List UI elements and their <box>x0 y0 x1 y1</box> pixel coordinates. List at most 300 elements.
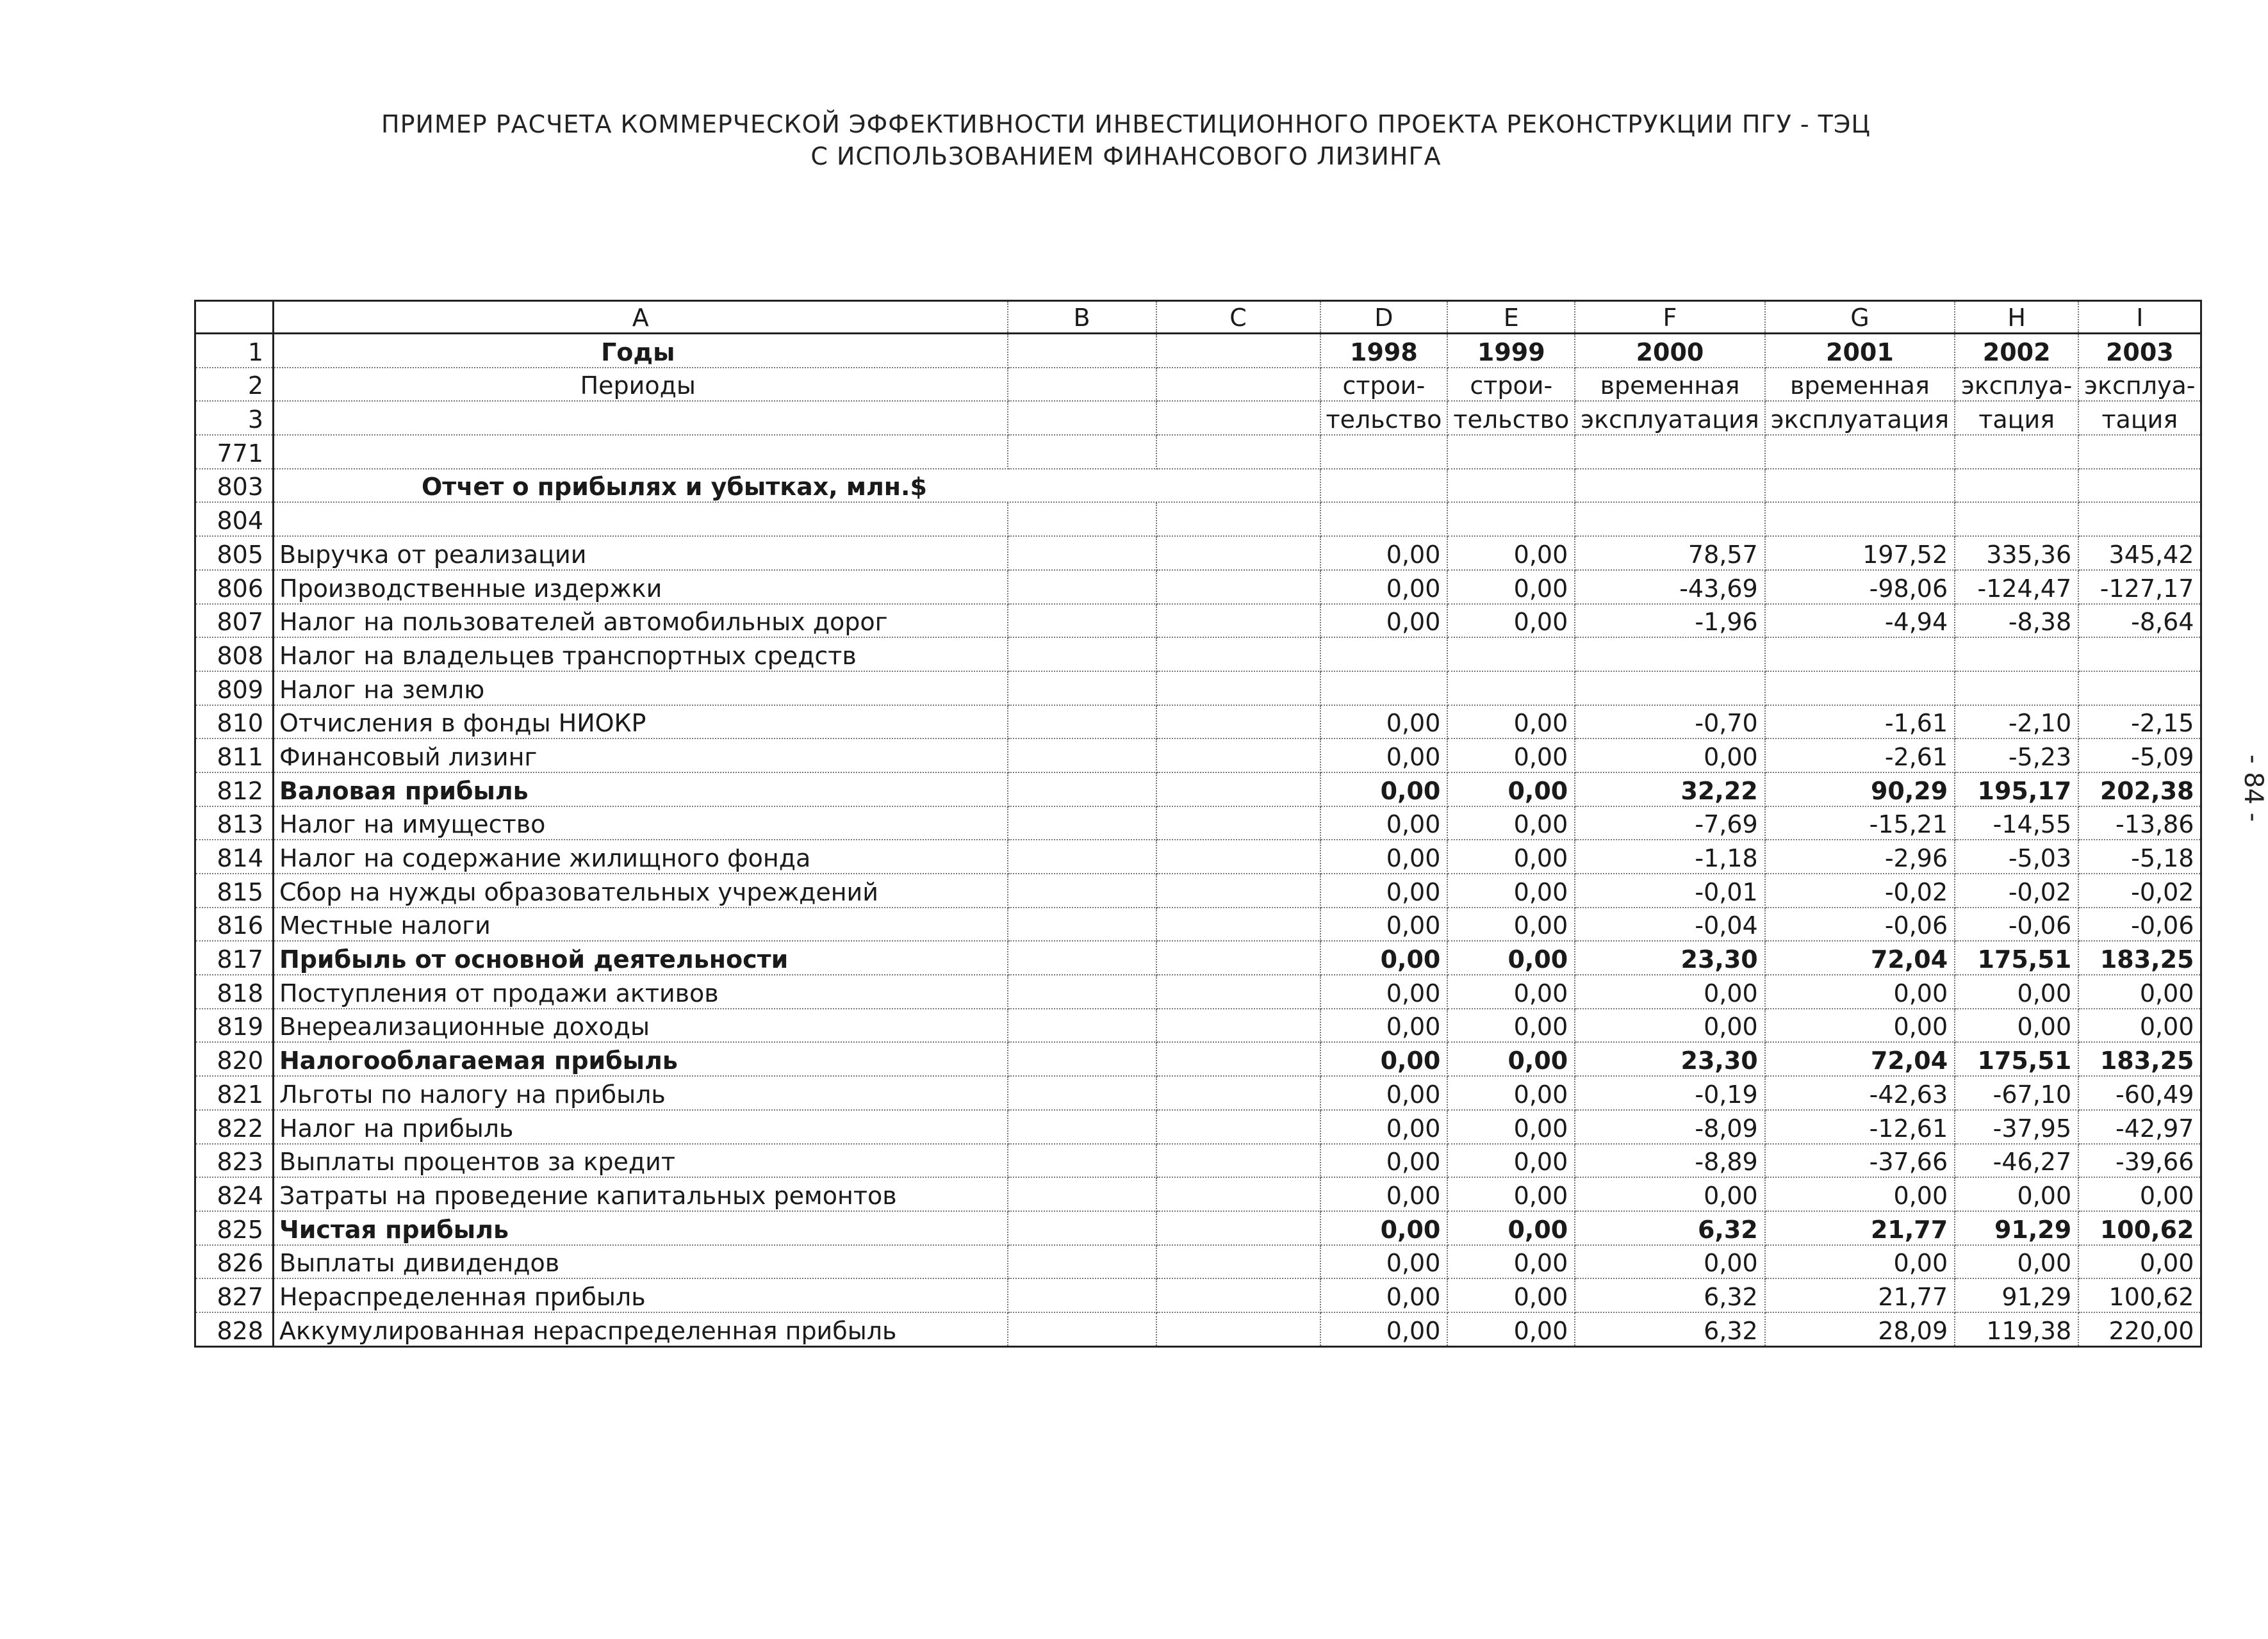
value-cell[interactable]: 91,29 <box>1955 1278 2078 1312</box>
header-cell[interactable]: 1999 <box>1447 334 1575 368</box>
row-label[interactable]: Налог на прибыль <box>274 1110 1008 1144</box>
cell-c[interactable] <box>1156 368 1320 402</box>
value-cell[interactable]: 0,00 <box>1447 1278 1575 1312</box>
row-number[interactable]: 2 <box>195 368 274 402</box>
value-cell[interactable]: 183,25 <box>2078 941 2201 975</box>
row-label[interactable]: Льготы по налогу на прибыль <box>274 1076 1008 1110</box>
value-cell[interactable] <box>2078 435 2201 469</box>
value-cell[interactable]: -1,18 <box>1575 840 1764 874</box>
row-label[interactable]: Затраты на проведение капитальных ремонтов <box>274 1177 1008 1211</box>
column-header-g[interactable]: G <box>1765 301 1955 334</box>
cell-c[interactable] <box>1156 570 1320 604</box>
value-cell[interactable] <box>1575 637 1764 671</box>
value-cell[interactable]: 0,00 <box>1447 1076 1575 1110</box>
row-label[interactable]: Финансовый лизинг <box>274 738 1008 772</box>
value-cell[interactable]: 91,29 <box>1955 1211 2078 1245</box>
value-cell[interactable]: -2,61 <box>1765 738 1955 772</box>
column-header-b[interactable]: B <box>1008 301 1156 334</box>
cell-b[interactable] <box>1008 637 1156 671</box>
cell-c[interactable] <box>1156 705 1320 739</box>
header-cell[interactable]: эксплуатация <box>1575 401 1764 435</box>
cell-c[interactable] <box>1156 1211 1320 1245</box>
value-cell[interactable]: 72,04 <box>1765 941 1955 975</box>
value-cell[interactable] <box>1955 502 2078 536</box>
value-cell[interactable]: 175,51 <box>1955 941 2078 975</box>
value-cell[interactable] <box>1447 469 1575 503</box>
value-cell[interactable]: -0,06 <box>2078 908 2201 942</box>
column-header-h[interactable]: H <box>1955 301 2078 334</box>
value-cell[interactable]: 0,00 <box>1320 570 1448 604</box>
cell-c[interactable] <box>1156 334 1320 368</box>
value-cell[interactable]: 0,00 <box>1320 1245 1448 1279</box>
row-number[interactable]: 814 <box>195 840 274 874</box>
value-cell[interactable]: -0,06 <box>1765 908 1955 942</box>
row-label[interactable] <box>274 435 1008 469</box>
row-label[interactable]: Отчет о прибылях и убытках, млн.$ <box>274 469 1320 503</box>
header-cell[interactable]: эксплуатация <box>1765 401 1955 435</box>
cell-c[interactable] <box>1156 840 1320 874</box>
value-cell[interactable]: -4,94 <box>1765 604 1955 638</box>
cell-c[interactable] <box>1156 1278 1320 1312</box>
value-cell[interactable]: 100,62 <box>2078 1278 2201 1312</box>
cell-c[interactable] <box>1156 941 1320 975</box>
value-cell[interactable] <box>1765 469 1955 503</box>
value-cell[interactable]: -5,18 <box>2078 840 2201 874</box>
row-number[interactable]: 805 <box>195 536 274 570</box>
value-cell[interactable]: -0,04 <box>1575 908 1764 942</box>
cell-c[interactable] <box>1156 435 1320 469</box>
value-cell[interactable]: 23,30 <box>1575 941 1764 975</box>
cell-b[interactable] <box>1008 1177 1156 1211</box>
value-cell[interactable]: 335,36 <box>1955 536 2078 570</box>
value-cell[interactable] <box>2078 502 2201 536</box>
row-number[interactable]: 817 <box>195 941 274 975</box>
header-cell[interactable]: тельство <box>1447 401 1575 435</box>
value-cell[interactable] <box>1765 502 1955 536</box>
value-cell[interactable]: -12,61 <box>1765 1110 1955 1144</box>
value-cell[interactable]: 0,00 <box>1320 908 1448 942</box>
value-cell[interactable]: 0,00 <box>1320 536 1448 570</box>
value-cell[interactable]: 0,00 <box>1447 1144 1575 1178</box>
value-cell[interactable] <box>1765 671 1955 705</box>
cell-b[interactable] <box>1008 334 1156 368</box>
value-cell[interactable]: -67,10 <box>1955 1076 2078 1110</box>
value-cell[interactable]: -15,21 <box>1765 806 1955 840</box>
header-cell[interactable]: временная <box>1765 368 1955 402</box>
header-cell[interactable]: строи- <box>1447 368 1575 402</box>
corner-cell[interactable] <box>195 301 274 334</box>
row-number[interactable]: 826 <box>195 1245 274 1279</box>
row-label[interactable]: Выплаты дивидендов <box>274 1245 1008 1279</box>
value-cell[interactable]: 0,00 <box>1575 975 1764 1009</box>
value-cell[interactable] <box>1447 637 1575 671</box>
row-label[interactable]: Аккумулированная нераспределенная прибыль <box>274 1312 1008 1346</box>
cell-b[interactable] <box>1008 1042 1156 1076</box>
value-cell[interactable]: 0,00 <box>1447 840 1575 874</box>
value-cell[interactable]: 0,00 <box>1447 1009 1575 1043</box>
value-cell[interactable]: 0,00 <box>1765 1245 1955 1279</box>
value-cell[interactable]: 0,00 <box>1320 1278 1448 1312</box>
value-cell[interactable]: 0,00 <box>1320 1177 1448 1211</box>
value-cell[interactable]: -60,49 <box>2078 1076 2201 1110</box>
value-cell[interactable] <box>2078 671 2201 705</box>
row-label[interactable]: Налог на имущество <box>274 806 1008 840</box>
value-cell[interactable]: 0,00 <box>1575 1245 1764 1279</box>
cell-b[interactable] <box>1008 435 1156 469</box>
cell-c[interactable] <box>1156 1110 1320 1144</box>
header-cell[interactable]: 1998 <box>1320 334 1448 368</box>
cell-c[interactable] <box>1156 1177 1320 1211</box>
value-cell[interactable] <box>1955 637 2078 671</box>
cell-b[interactable] <box>1008 908 1156 942</box>
value-cell[interactable]: 0,00 <box>2078 1245 2201 1279</box>
value-cell[interactable]: 0,00 <box>2078 975 2201 1009</box>
value-cell[interactable]: 0,00 <box>1447 908 1575 942</box>
value-cell[interactable]: 0,00 <box>1447 1177 1575 1211</box>
row-label[interactable]: Годы <box>274 334 1008 368</box>
header-cell[interactable]: строи- <box>1320 368 1448 402</box>
value-cell[interactable]: 0,00 <box>2078 1177 2201 1211</box>
cell-b[interactable] <box>1008 401 1156 435</box>
header-cell[interactable]: 2000 <box>1575 334 1764 368</box>
value-cell[interactable]: 0,00 <box>1447 975 1575 1009</box>
value-cell[interactable]: 78,57 <box>1575 536 1764 570</box>
value-cell[interactable] <box>1447 671 1575 705</box>
cell-c[interactable] <box>1156 1144 1320 1178</box>
value-cell[interactable] <box>1765 637 1955 671</box>
row-label[interactable] <box>274 401 1008 435</box>
value-cell[interactable]: 0,00 <box>1320 941 1448 975</box>
cell-c[interactable] <box>1156 1042 1320 1076</box>
cell-b[interactable] <box>1008 368 1156 402</box>
row-label[interactable]: Отчисления в фонды НИОКР <box>274 705 1008 739</box>
row-number[interactable]: 816 <box>195 908 274 942</box>
row-number[interactable]: 3 <box>195 401 274 435</box>
row-label[interactable]: Налогооблагаемая прибыль <box>274 1042 1008 1076</box>
value-cell[interactable] <box>1955 671 2078 705</box>
cell-c[interactable] <box>1156 671 1320 705</box>
cell-b[interactable] <box>1008 536 1156 570</box>
cell-b[interactable] <box>1008 941 1156 975</box>
cell-c[interactable] <box>1156 908 1320 942</box>
cell-b[interactable] <box>1008 502 1156 536</box>
row-label[interactable]: Налог на землю <box>274 671 1008 705</box>
cell-b[interactable] <box>1008 1278 1156 1312</box>
value-cell[interactable] <box>1955 435 2078 469</box>
value-cell[interactable]: -0,70 <box>1575 705 1764 739</box>
value-cell[interactable]: 119,38 <box>1955 1312 2078 1346</box>
value-cell[interactable]: 21,77 <box>1765 1211 1955 1245</box>
row-number[interactable]: 812 <box>195 772 274 806</box>
cell-b[interactable] <box>1008 1211 1156 1245</box>
value-cell[interactable] <box>1320 637 1448 671</box>
value-cell[interactable]: 6,32 <box>1575 1211 1764 1245</box>
row-number[interactable]: 811 <box>195 738 274 772</box>
value-cell[interactable]: 90,29 <box>1765 772 1955 806</box>
value-cell[interactable]: -0,02 <box>1765 874 1955 908</box>
value-cell[interactable]: 0,00 <box>1955 1177 2078 1211</box>
row-label[interactable]: Прибыль от основной деятельности <box>274 941 1008 975</box>
cell-c[interactable] <box>1156 1076 1320 1110</box>
cell-b[interactable] <box>1008 1144 1156 1178</box>
value-cell[interactable]: -13,86 <box>2078 806 2201 840</box>
row-number[interactable]: 806 <box>195 570 274 604</box>
value-cell[interactable]: 0,00 <box>1320 806 1448 840</box>
value-cell[interactable]: -0,06 <box>1955 908 2078 942</box>
value-cell[interactable]: -2,10 <box>1955 705 2078 739</box>
row-label[interactable]: Сбор на нужды образовательных учреждений <box>274 874 1008 908</box>
value-cell[interactable] <box>1320 502 1448 536</box>
value-cell[interactable] <box>1320 469 1448 503</box>
cell-b[interactable] <box>1008 604 1156 638</box>
row-number[interactable]: 807 <box>195 604 274 638</box>
value-cell[interactable]: -0,02 <box>1955 874 2078 908</box>
value-cell[interactable]: -8,09 <box>1575 1110 1764 1144</box>
value-cell[interactable]: 0,00 <box>1447 570 1575 604</box>
row-number[interactable]: 1 <box>195 334 274 368</box>
cell-c[interactable] <box>1156 502 1320 536</box>
row-number[interactable]: 824 <box>195 1177 274 1211</box>
value-cell[interactable]: 0,00 <box>1765 1009 1955 1043</box>
row-number[interactable]: 771 <box>195 435 274 469</box>
cell-c[interactable] <box>1156 1312 1320 1346</box>
cell-b[interactable] <box>1008 1312 1156 1346</box>
value-cell[interactable]: 23,30 <box>1575 1042 1764 1076</box>
row-label[interactable]: Налог на владельцев транспортных средств <box>274 637 1008 671</box>
column-header-d[interactable]: D <box>1320 301 1448 334</box>
value-cell[interactable]: 0,00 <box>1447 1245 1575 1279</box>
value-cell[interactable] <box>1320 671 1448 705</box>
value-cell[interactable]: 202,38 <box>2078 772 2201 806</box>
row-number[interactable]: 808 <box>195 637 274 671</box>
cell-b[interactable] <box>1008 671 1156 705</box>
value-cell[interactable]: 0,00 <box>1447 806 1575 840</box>
value-cell[interactable]: 197,52 <box>1765 536 1955 570</box>
value-cell[interactable]: 100,62 <box>2078 1211 2201 1245</box>
row-number[interactable]: 827 <box>195 1278 274 1312</box>
row-label[interactable]: Чистая прибыль <box>274 1211 1008 1245</box>
value-cell[interactable]: -39,66 <box>2078 1144 2201 1178</box>
row-number[interactable]: 804 <box>195 502 274 536</box>
value-cell[interactable]: -7,69 <box>1575 806 1764 840</box>
value-cell[interactable]: -0,01 <box>1575 874 1764 908</box>
header-cell[interactable]: 2003 <box>2078 334 2201 368</box>
row-label[interactable]: Выплаты процентов за кредит <box>274 1144 1008 1178</box>
value-cell[interactable]: 72,04 <box>1765 1042 1955 1076</box>
cell-b[interactable] <box>1008 738 1156 772</box>
value-cell[interactable]: 6,32 <box>1575 1278 1764 1312</box>
value-cell[interactable]: -2,96 <box>1765 840 1955 874</box>
cell-c[interactable] <box>1156 975 1320 1009</box>
value-cell[interactable]: 0,00 <box>1320 1110 1448 1144</box>
value-cell[interactable]: 0,00 <box>1447 738 1575 772</box>
value-cell[interactable] <box>1765 435 1955 469</box>
cell-b[interactable] <box>1008 874 1156 908</box>
value-cell[interactable]: 195,17 <box>1955 772 2078 806</box>
value-cell[interactable]: 0,00 <box>1320 1312 1448 1346</box>
value-cell[interactable]: 0,00 <box>1447 604 1575 638</box>
header-cell[interactable]: 2001 <box>1765 334 1955 368</box>
column-header-e[interactable]: E <box>1447 301 1575 334</box>
value-cell[interactable]: 0,00 <box>1447 1042 1575 1076</box>
value-cell[interactable]: 0,00 <box>1320 604 1448 638</box>
value-cell[interactable] <box>1575 435 1764 469</box>
cell-c[interactable] <box>1156 1009 1320 1043</box>
header-cell[interactable]: тельство <box>1320 401 1448 435</box>
cell-c[interactable] <box>1156 604 1320 638</box>
value-cell[interactable]: -43,69 <box>1575 570 1764 604</box>
value-cell[interactable]: 0,00 <box>1320 1009 1448 1043</box>
row-number[interactable]: 818 <box>195 975 274 1009</box>
value-cell[interactable]: -1,61 <box>1765 705 1955 739</box>
column-header-a[interactable]: A <box>274 301 1008 334</box>
value-cell[interactable]: 0,00 <box>1320 975 1448 1009</box>
value-cell[interactable]: 0,00 <box>1320 874 1448 908</box>
column-header-f[interactable]: F <box>1575 301 1764 334</box>
cell-b[interactable] <box>1008 570 1156 604</box>
value-cell[interactable]: 175,51 <box>1955 1042 2078 1076</box>
value-cell[interactable]: -0,02 <box>2078 874 2201 908</box>
value-cell[interactable]: -98,06 <box>1765 570 1955 604</box>
cell-b[interactable] <box>1008 1245 1156 1279</box>
header-cell[interactable]: эксплуа- <box>2078 368 2201 402</box>
cell-b[interactable] <box>1008 1009 1156 1043</box>
value-cell[interactable]: 0,00 <box>1955 1245 2078 1279</box>
value-cell[interactable]: -127,17 <box>2078 570 2201 604</box>
row-label[interactable]: Производственные издержки <box>274 570 1008 604</box>
row-number[interactable]: 809 <box>195 671 274 705</box>
cell-b[interactable] <box>1008 1076 1156 1110</box>
value-cell[interactable]: -5,09 <box>2078 738 2201 772</box>
value-cell[interactable]: 0,00 <box>1447 1312 1575 1346</box>
value-cell[interactable]: 0,00 <box>1447 874 1575 908</box>
value-cell[interactable]: 0,00 <box>1320 1076 1448 1110</box>
row-label[interactable]: Валовая прибыль <box>274 772 1008 806</box>
value-cell[interactable]: -37,95 <box>1955 1110 2078 1144</box>
cell-b[interactable] <box>1008 975 1156 1009</box>
row-number[interactable]: 828 <box>195 1312 274 1346</box>
value-cell[interactable]: 6,32 <box>1575 1312 1764 1346</box>
row-number[interactable]: 823 <box>195 1144 274 1178</box>
cell-c[interactable] <box>1156 1245 1320 1279</box>
row-number[interactable]: 815 <box>195 874 274 908</box>
value-cell[interactable]: 0,00 <box>1320 705 1448 739</box>
value-cell[interactable]: 0,00 <box>1765 975 1955 1009</box>
cell-c[interactable] <box>1156 874 1320 908</box>
column-header-i[interactable]: I <box>2078 301 2201 334</box>
cell-c[interactable] <box>1156 637 1320 671</box>
value-cell[interactable]: 0,00 <box>1765 1177 1955 1211</box>
row-label[interactable]: Местные налоги <box>274 908 1008 942</box>
value-cell[interactable]: 0,00 <box>1320 1211 1448 1245</box>
row-number[interactable]: 810 <box>195 705 274 739</box>
header-cell[interactable]: 2002 <box>1955 334 2078 368</box>
value-cell[interactable]: -14,55 <box>1955 806 2078 840</box>
value-cell[interactable]: -8,89 <box>1575 1144 1764 1178</box>
value-cell[interactable]: -37,66 <box>1765 1144 1955 1178</box>
row-number[interactable]: 825 <box>195 1211 274 1245</box>
row-label[interactable]: Налог на содержание жилищного фонда <box>274 840 1008 874</box>
value-cell[interactable]: -2,15 <box>2078 705 2201 739</box>
value-cell[interactable] <box>2078 469 2201 503</box>
header-cell[interactable]: тация <box>2078 401 2201 435</box>
header-cell[interactable]: временная <box>1575 368 1764 402</box>
value-cell[interactable] <box>1447 502 1575 536</box>
value-cell[interactable]: 0,00 <box>1320 772 1448 806</box>
value-cell[interactable] <box>1320 435 1448 469</box>
value-cell[interactable] <box>1447 435 1575 469</box>
row-number[interactable]: 803 <box>195 469 274 503</box>
value-cell[interactable]: 28,09 <box>1765 1312 1955 1346</box>
value-cell[interactable]: -42,63 <box>1765 1076 1955 1110</box>
value-cell[interactable]: 0,00 <box>2078 1009 2201 1043</box>
value-cell[interactable]: 220,00 <box>2078 1312 2201 1346</box>
value-cell[interactable]: 32,22 <box>1575 772 1764 806</box>
value-cell[interactable]: -5,03 <box>1955 840 2078 874</box>
value-cell[interactable]: 0,00 <box>1575 1009 1764 1043</box>
value-cell[interactable] <box>1955 469 2078 503</box>
cell-c[interactable] <box>1156 806 1320 840</box>
row-number[interactable]: 820 <box>195 1042 274 1076</box>
row-number[interactable]: 819 <box>195 1009 274 1043</box>
header-cell[interactable]: эксплуа- <box>1955 368 2078 402</box>
row-label[interactable]: Выручка от реализации <box>274 536 1008 570</box>
row-number[interactable]: 813 <box>195 806 274 840</box>
cell-c[interactable] <box>1156 738 1320 772</box>
value-cell[interactable]: 21,77 <box>1765 1278 1955 1312</box>
value-cell[interactable]: -46,27 <box>1955 1144 2078 1178</box>
value-cell[interactable]: 0,00 <box>1447 941 1575 975</box>
value-cell[interactable]: 0,00 <box>1447 1110 1575 1144</box>
value-cell[interactable] <box>1575 469 1764 503</box>
cell-b[interactable] <box>1008 1110 1156 1144</box>
value-cell[interactable]: -1,96 <box>1575 604 1764 638</box>
cell-c[interactable] <box>1156 401 1320 435</box>
value-cell[interactable]: -0,19 <box>1575 1076 1764 1110</box>
row-label[interactable]: Периоды <box>274 368 1008 402</box>
value-cell[interactable]: 0,00 <box>1447 772 1575 806</box>
value-cell[interactable]: 0,00 <box>1447 1211 1575 1245</box>
row-number[interactable]: 822 <box>195 1110 274 1144</box>
value-cell[interactable]: -8,64 <box>2078 604 2201 638</box>
row-number[interactable]: 821 <box>195 1076 274 1110</box>
value-cell[interactable]: -42,97 <box>2078 1110 2201 1144</box>
value-cell[interactable]: 0,00 <box>1447 705 1575 739</box>
row-label[interactable]: Нераспределенная прибыль <box>274 1278 1008 1312</box>
value-cell[interactable]: 183,25 <box>2078 1042 2201 1076</box>
value-cell[interactable]: -8,38 <box>1955 604 2078 638</box>
value-cell[interactable]: -124,47 <box>1955 570 2078 604</box>
row-label[interactable]: Налог на пользователей автомобильных дорог <box>274 604 1008 638</box>
cell-c[interactable] <box>1156 772 1320 806</box>
value-cell[interactable]: 0,00 <box>1575 1177 1764 1211</box>
header-cell[interactable]: тация <box>1955 401 2078 435</box>
value-cell[interactable]: 345,42 <box>2078 536 2201 570</box>
value-cell[interactable] <box>2078 637 2201 671</box>
value-cell[interactable]: 0,00 <box>1320 738 1448 772</box>
cell-b[interactable] <box>1008 840 1156 874</box>
value-cell[interactable]: 0,00 <box>1447 536 1575 570</box>
row-label[interactable] <box>274 502 1008 536</box>
value-cell[interactable]: 0,00 <box>1320 1144 1448 1178</box>
column-header-c[interactable]: C <box>1156 301 1320 334</box>
value-cell[interactable]: 0,00 <box>1955 975 2078 1009</box>
value-cell[interactable] <box>1575 671 1764 705</box>
value-cell[interactable]: 0,00 <box>1320 840 1448 874</box>
cell-b[interactable] <box>1008 806 1156 840</box>
value-cell[interactable]: -5,23 <box>1955 738 2078 772</box>
cell-c[interactable] <box>1156 536 1320 570</box>
